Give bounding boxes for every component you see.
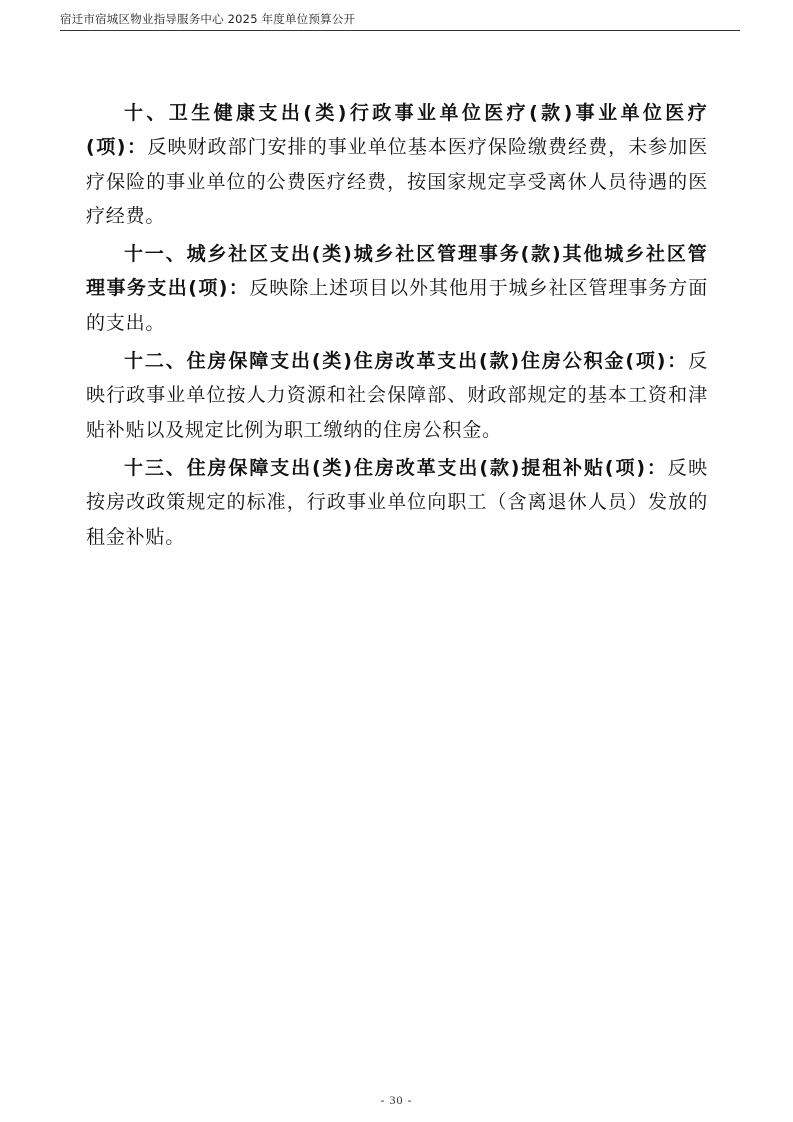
paragraph-housing-provident-fund — [86, 344, 708, 447]
paragraph-text: 反映除上述项目以外其他用于城乡社区管理事务方面的支出。 — [86, 277, 708, 334]
paragraph-heading: 十三、住房保障支出(类)住房改革支出(款)提租补贴(项)： — [124, 456, 668, 479]
page-number: - 30 - — [380, 1093, 413, 1107]
paragraph-heading: 十一、城乡社区支出(类)城乡社区管理事务(款)其他城乡社区管理事务支出(项)： — [86, 243, 708, 300]
paragraph-health-expenditure — [86, 96, 708, 233]
paragraph-community-expenditure — [86, 237, 708, 340]
paragraph-text: 反映按房改政策规定的标准，行政事业单位向职工（含离退休人员）发放的租金补贴。 — [86, 456, 708, 548]
paragraph-heading: 十、卫生健康支出(类)行政事业单位医疗(款)事业单位医疗(项)： — [86, 102, 708, 159]
header-title: 宿迁市宿城区物业指导服务中心 2025 年度单位预算公开 — [60, 12, 356, 26]
paragraph-rent-subsidy — [86, 451, 708, 554]
document-body — [86, 96, 708, 558]
paragraph-text: 反映财政部门安排的事业单位基本医疗保险缴费经费，未参加医疗保险的事业单位的公费医疗经费，按国家规定享受离休人员待遇的医疗经费。 — [86, 136, 708, 227]
paragraph-heading: 十二、住房保障支出(类)住房改革支出(款)住房公积金(项)： — [124, 350, 689, 373]
page-header — [60, 8, 740, 31]
paragraph-text: 反映行政事业单位按人力资源和社会保障部、财政部规定的基本工资和津贴补贴以及规定比例为职工缴纳的住房公积金。 — [86, 350, 708, 441]
